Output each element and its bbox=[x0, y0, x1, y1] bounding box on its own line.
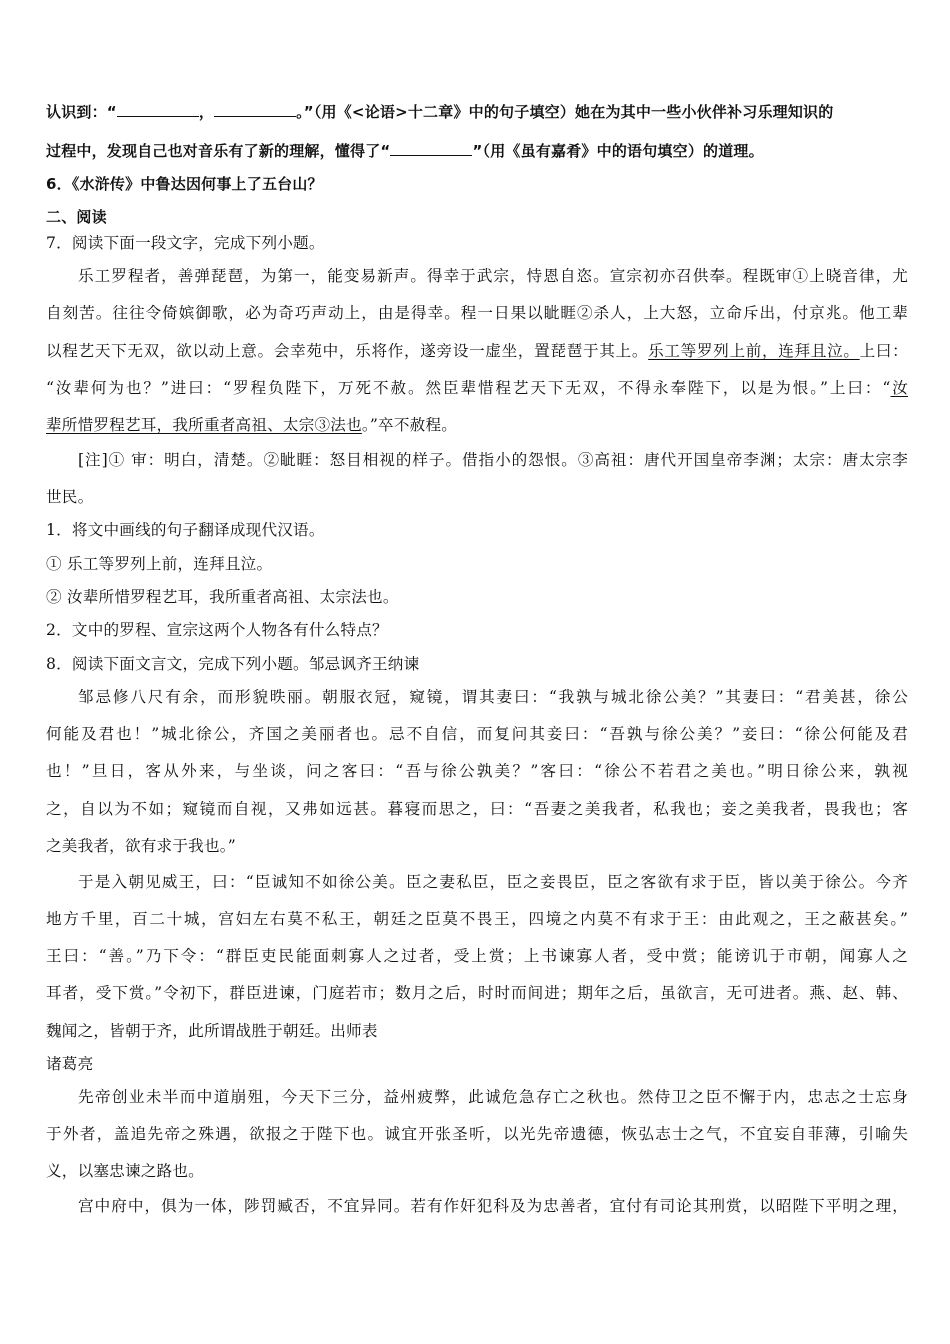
q7-sub-question-2: 2．文中的罗程、宣宗这两个人物各有什么特点？ bbox=[46, 621, 388, 639]
fill-blank[interactable] bbox=[390, 140, 472, 156]
question-6: 6．《水浒传》中鲁达因何事上了五台山？ bbox=[46, 175, 323, 193]
q7-text-line: “汝辈何为也？”进曰：“罗程负陛下，万死不赦。然臣辈惜程艺天下无双，不得永奉陛下，以是为恨。”上曰：“汝 bbox=[46, 379, 908, 397]
question-7-prompt: 7．阅读下面一段文字，完成下列小题。 bbox=[46, 234, 325, 252]
q7-text-line: 乐工罗程者，善弹琵琶，为第一，能变易新声。得幸于武宗，恃恩自恣。宣宗初亦召供奉。程既审①上晓音律，尤 bbox=[78, 267, 908, 285]
q5-text: 。”（用《<论语>十二章》中的句子填空）她在为其中一些小伙伴补习乐理知识的 bbox=[296, 103, 834, 121]
q5-line-1 bbox=[46, 101, 908, 122]
q8-text-line: 王曰：“善。”乃下令：“群臣吏民能面刺寡人之过者，受上赏；上书谏寡人者，受中赏；能谤讥于市朝，闻寡人之 bbox=[46, 947, 908, 965]
q7-sub-question-1b: ② 汝辈所惜罗程艺耳，我所重者高祖、太宗法也。 bbox=[46, 588, 399, 606]
underlined-sentence-1: 乐工等罗列上前，连拜且泣。 bbox=[648, 342, 860, 360]
q7-note: [注]① 审：明白，清楚。②眦睚：怒目相视的样子。借指小的怨恨。③高祖：唐代开国皇帝李渊；太宗：唐太宗李 bbox=[78, 451, 908, 469]
q8-text-line: 也！”旦日，客从外来，与坐谈，问之客曰：“吾与徐公孰美？”客曰：“徐公不若君之美也。”明日徐公来，孰视 bbox=[46, 762, 908, 780]
q8-text-line: 宫中府中，俱为一体，陟罚臧否，不宜异同。若有作奸犯科及为忠善者，宜付有司论其刑赏，以昭陛下平明之理， bbox=[78, 1197, 908, 1215]
q7-text-line: 以程艺天下无双，欲以动上意。会幸苑中，乐将作，遂旁设一虚坐，置琵琶于其上。乐工等罗列上前，连拜且泣。上曰： bbox=[46, 342, 908, 360]
q5-text: ， bbox=[198, 103, 215, 121]
section-heading-reading: 二、阅读 bbox=[46, 208, 107, 226]
q5-text: ”（用《虽有嘉肴》中的语句填空）的道理。 bbox=[472, 142, 764, 160]
q8-text-line: 先帝创业未半而中道崩殂，今天下三分，益州疲弊，此诚危急存亡之秋也。然侍卫之臣不懈于内，忠志之士忘身 bbox=[78, 1088, 908, 1106]
q5-text: 认识到：“ bbox=[46, 103, 117, 121]
q8-text-line: 于是入朝见威王，曰：“臣诚知不如徐公美。臣之妻私臣，臣之妾畏臣，臣之客欲有求于臣，皆以美于徐公。今齐 bbox=[78, 873, 908, 891]
q8-text-line: 耳者，受下赏。”令初下，群臣进谏，门庭若市；数月之后，时时而间进；期年之后，虽欲言，无可进者。燕、赵、韩、 bbox=[46, 984, 908, 1002]
author-name: 诸葛亮 bbox=[46, 1055, 94, 1073]
underlined-sentence-2: 汝 bbox=[890, 379, 908, 397]
q7-text-line: 辈所惜罗程艺耳，我所重者高祖、太宗③法也。”卒不赦程。 bbox=[46, 416, 458, 434]
q7-sub-question-1: 1．将文中画线的句子翻译成现代汉语。 bbox=[46, 521, 325, 539]
q7-note: 世民。 bbox=[46, 488, 94, 506]
q7-sub-question-1a: ① 乐工等罗列上前，连拜且泣。 bbox=[46, 555, 273, 573]
q8-text-line: 地方千里，百二十城，宫妇左右莫不私王，朝廷之臣莫不畏王，四境之内莫不有求于王：由此观之，王之蔽甚矣。” bbox=[46, 910, 908, 928]
q8-text-line: 于外者，盖追先帝之殊遇，欲报之于陛下也。诚宜开张圣听，以光先帝遗德，恢弘志士之气，不宜妄自菲薄，引喻失 bbox=[46, 1125, 908, 1143]
question-8-prompt: 8．阅读下面文言文，完成下列小题。邹忌讽齐王纳谏 bbox=[46, 655, 420, 673]
q8-text-line: 何能及君也！”城北徐公，齐国之美丽者也。忌不自信，而复问其妾曰：“吾孰与徐公美？”妾曰：“徐公何能及君 bbox=[46, 725, 908, 743]
q8-text-line: 邹忌修八尺有余，而形貌昳丽。朝服衣冠，窥镜，谓其妻曰：“我孰与城北徐公美？”其妻曰：“君美甚，徐公 bbox=[78, 688, 908, 706]
q5-line-2 bbox=[46, 140, 908, 161]
q7-text-line: 自刻苦。往往令倚嫔御歌，必为奇巧声动上，由是得幸。程一日果以眦睚②杀人，上大怒，立命斥出，付京兆。他工辈 bbox=[46, 304, 908, 322]
q8-text-line: 义，以塞忠谏之路也。 bbox=[46, 1162, 204, 1180]
q5-text: 过程中，发现自己也对音乐有了新的理解，懂得了“ bbox=[46, 142, 391, 160]
q8-text-line: 魏闻之，皆朝于齐，此所谓战胜于朝廷。出师表 bbox=[46, 1022, 378, 1040]
q8-text-line: 之美我者，欲有求于我也。” bbox=[46, 837, 236, 855]
underlined-sentence-2: 辈所惜罗程艺耳，我所重者高祖、太宗③法也 bbox=[46, 416, 362, 434]
fill-blank[interactable] bbox=[214, 101, 296, 117]
fill-blank[interactable] bbox=[117, 101, 199, 117]
q8-text-line: 之，自以为不如；窥镜而自视，又弗如远甚。暮寝而思之，曰：“吾妻之美我者，私我也；妾之美我者，畏我也；客 bbox=[46, 800, 908, 818]
